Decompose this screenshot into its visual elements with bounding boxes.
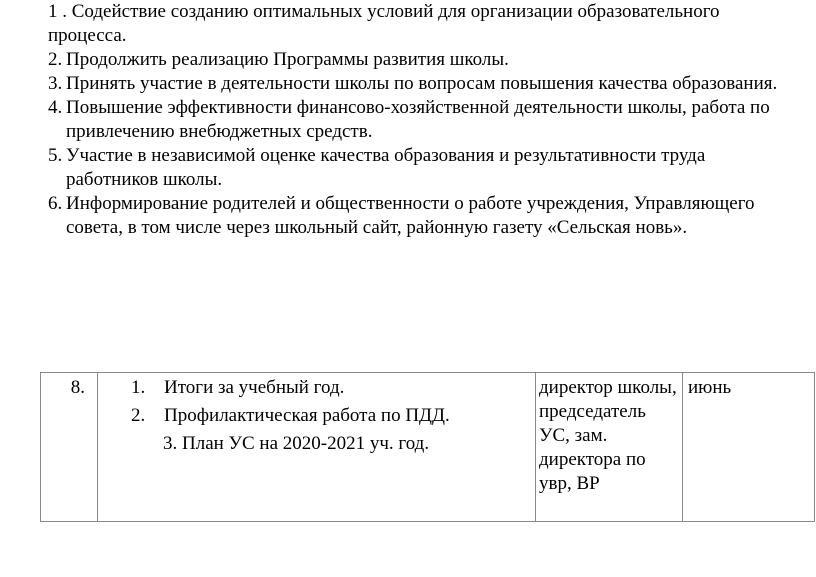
- topic-text: Итоги за учебный год.: [164, 377, 345, 398]
- list-item: [48, 144, 788, 192]
- meeting-plan-table: [40, 372, 815, 522]
- list-item: [48, 96, 788, 144]
- responsible-cell: [536, 373, 683, 522]
- list-item-text: Повышение эффективности финансово-хозяйственной деятельности школы, работа по привлечению внебюджетных средств.: [66, 97, 770, 142]
- topics-cell: [98, 373, 536, 522]
- list-item-text: Содействие созданию оптимальных условий для организации образовательного процесса.: [48, 1, 720, 46]
- list-item: [48, 0, 788, 48]
- list-item-number: 1 .: [48, 1, 67, 22]
- topics-list: [98, 373, 535, 456]
- list-item-number: 2.: [48, 49, 63, 70]
- goals-list: [48, 0, 788, 240]
- list-item-number: 4.: [48, 97, 63, 118]
- list-item: [48, 192, 788, 240]
- list-item-number: 3.: [48, 73, 63, 94]
- topic-item: [98, 376, 535, 400]
- row-number-cell: [41, 373, 98, 522]
- topic-item: [98, 432, 535, 456]
- list-item-number: 5.: [48, 145, 63, 166]
- row-number: 8.: [70, 377, 85, 398]
- list-item-text: Принять участие в деятельности школы по вопросам повышения качества образования.: [66, 73, 778, 94]
- topic-text: 3. План УС на 2020-2021 уч. год.: [163, 433, 430, 454]
- responsible-text: директор школы, председатель УС, зам. директора по увр, ВР: [539, 377, 677, 494]
- topic-text: Профилактическая работа по ПДД.: [164, 405, 450, 426]
- list-item-text: Продолжить реализацию Программы развития школы.: [66, 49, 509, 70]
- topic-number: 2.: [131, 405, 146, 426]
- list-item-text: Участие в независимой оценке качества образования и результативности труда работников школы.: [66, 145, 706, 190]
- list-item: [48, 48, 788, 72]
- topic-item: [98, 404, 535, 428]
- table-row: [41, 373, 815, 522]
- date-text: июнь: [688, 377, 732, 398]
- list-item-text: Информирование родителей и общественности о работе учреждения, Управляющего совета, в том числе через школьный сайт, районную газету «Сельская новь».: [66, 193, 755, 238]
- date-cell: [683, 373, 815, 522]
- list-item: [48, 72, 788, 96]
- list-item-number: 6.: [48, 193, 63, 214]
- topic-number: 1.: [131, 377, 146, 398]
